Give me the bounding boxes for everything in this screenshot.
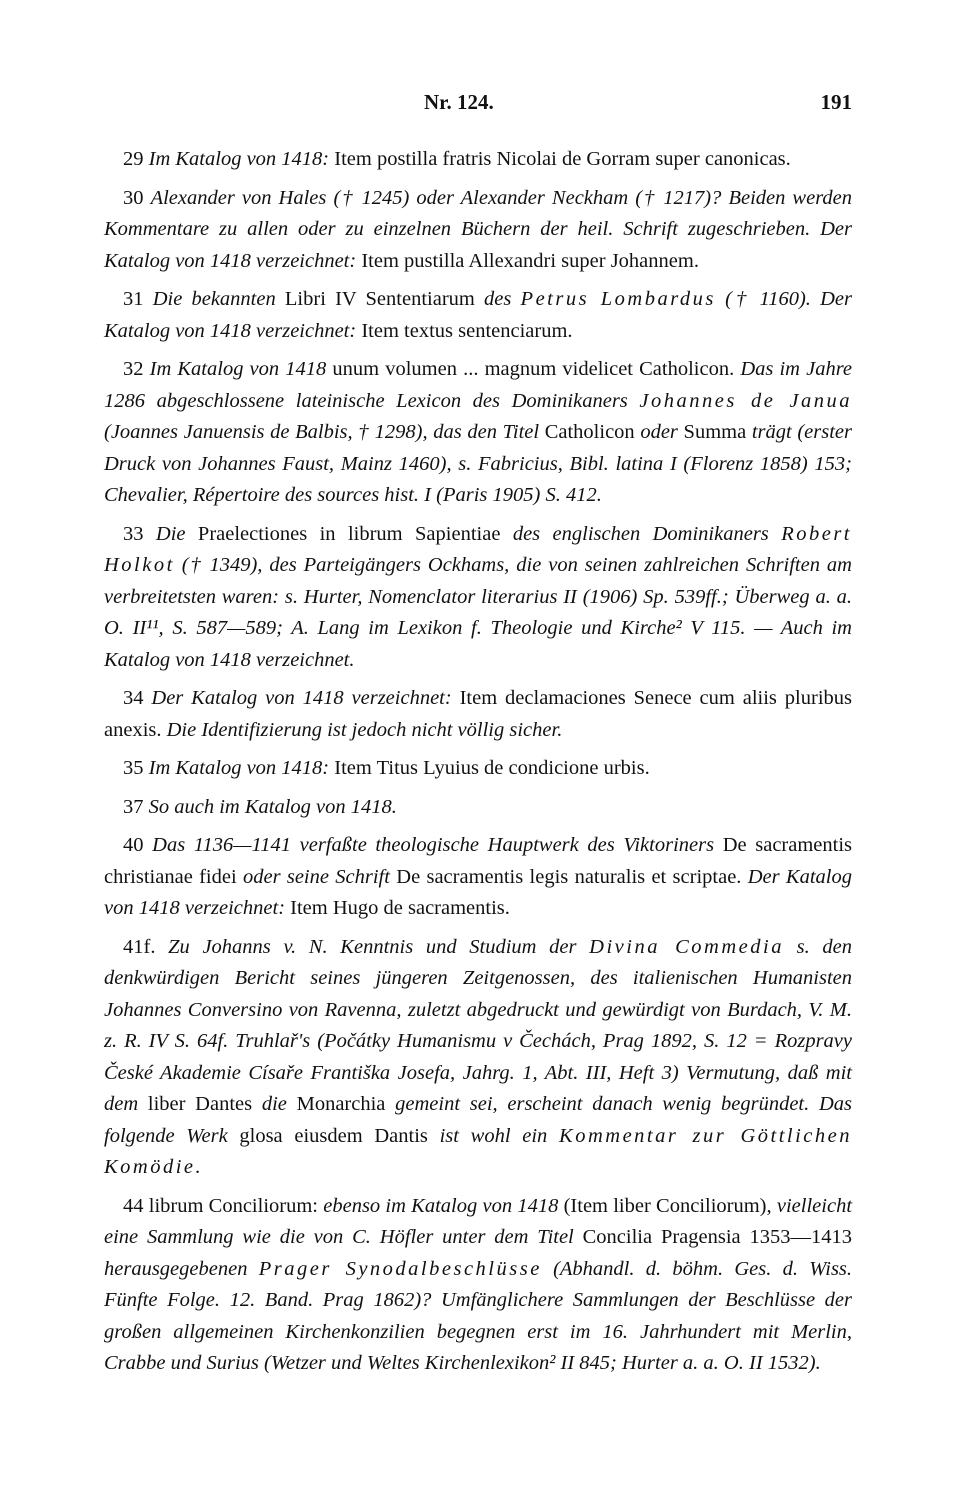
italic-text: die — [261, 1093, 287, 1115]
note-text: Libri IV Sententiarum — [275, 288, 485, 310]
note-text — [511, 288, 520, 310]
page-number: 191 — [820, 90, 852, 114]
italic-text: († 1349), des Parteigängers Ockhams, die von seinen zahlreichen Schriften am verbreitetsten waren: s. Hurter, Nomenclator literarius II (1906) Sp. 539ff.; Überweg a. a. O. II¹¹, S. 587—589; A. Lang im Lexikon f. Theologie und Kirche² V 115. — Auch im Katalog von 1418 verzeichnet. — [104, 554, 852, 671]
document-number: Nr. 124. — [424, 90, 494, 114]
italic-text: vielleicht eine Sammlung wie die von C. Höfler unter dem Titel — [104, 1194, 853, 1248]
note-text: (Item liber Conciliorum), — [558, 1194, 777, 1217]
spaced-name: Robert Holkot — [104, 522, 852, 576]
italic-text: Im Katalog von 1418: — [148, 148, 330, 170]
note-text: Item declamaciones Senece cum aliis pluribus anexis. — [104, 687, 852, 741]
italic-text: Der Katalog von 1418 verzeichnet: — [151, 687, 452, 709]
note-paragraph — [104, 932, 852, 1184]
italic-text: oder seine Schrift — [242, 865, 390, 888]
note-number: 37 — [123, 795, 144, 818]
note-text: Praelectiones in librum Sapientiae — [185, 522, 513, 545]
italic-text: herausgegebenen — [104, 1257, 248, 1280]
italic-text: Der Katalog von 1418 verzeichnet: — [104, 865, 852, 919]
note-number: 34 — [123, 687, 144, 709]
note-text — [547, 1125, 559, 1147]
italic-text: oder — [640, 421, 678, 443]
spaced-name: Johannes de Janua — [639, 389, 853, 412]
note-number: 35 — [123, 757, 144, 779]
note-number: 32 — [123, 358, 144, 380]
spaced-name: Prager Synodalbeschlüsse — [258, 1257, 542, 1280]
note-text: De sacramentis christianae fidei — [104, 834, 853, 888]
note-number: 44 — [123, 1194, 144, 1217]
italic-text: Das im Jahre 1286 abgeschlossene lateinische Lexicon des Dominikaners — [104, 358, 853, 412]
note-paragraph — [104, 683, 852, 746]
notes-body — [104, 144, 852, 1387]
italic-text: Zu Johanns v. N. Kenntnis und Studium der — [168, 935, 577, 958]
italic-text: ebenso im Katalog von 1418 — [323, 1194, 559, 1217]
italic-text: des englischen Dominikaners — [512, 522, 769, 545]
note-paragraph — [104, 1191, 852, 1380]
italic-text: Im Katalog von 1418 — [149, 358, 327, 380]
note-paragraph — [104, 144, 852, 176]
spaced-name: Petrus Lombardus — [520, 288, 716, 310]
note-text: Item Hugo de sacramentis. — [285, 897, 510, 919]
note-paragraph — [104, 830, 852, 925]
note-number: 29 — [123, 148, 144, 170]
note-text: Item postilla fratris Nicolai de Gorram super canonicas. — [329, 148, 791, 170]
note-paragraph — [104, 354, 852, 512]
note-number: 33 — [123, 522, 144, 545]
note-number: 30 — [123, 186, 144, 209]
note-text: glosa eiusdem Dantis — [227, 1124, 440, 1147]
italic-text: Im Katalog von 1418: — [148, 757, 330, 779]
italic-text: gemeint sei, erscheint danach wenig begründet. Das folgende Werk — [104, 1093, 853, 1147]
note-text — [769, 523, 781, 545]
italic-text: (Abhandl. d. böhm. Ges. d. Wiss. Fünfte Folge. 12. Band. Prag 1862)? Umfänglichere Sammlungen der Beschlüsse der großen allgemeinen Kirchenkonzilien begegnen erst im 16. Jahrhundert mit Merlin, Crabbe und Surius (Wetzer und Weltes Kirchenlexikon² II 845; Hurter a. a. O. II 1532). — [104, 1257, 853, 1374]
note-text: Monarchia — [286, 1093, 396, 1115]
note-number: 31 — [123, 288, 144, 310]
italic-text: trägt (erster Druck von Johannes Faust, Mainz 1460), s. Fabricius, Bibl. latina I (Florenz 1858) 153; Chevalier, Répertoire des sources hist. I (Paris 1905) S. 412. — [104, 421, 852, 506]
note-number: 40 — [123, 834, 144, 856]
note-text: Concilia Pragensia 1353—1413 — [573, 1226, 853, 1248]
note-text: De sacramentis legis naturalis et scriptae. — [389, 865, 748, 888]
note-text: liber Dantes — [138, 1093, 262, 1115]
note-paragraph — [104, 284, 852, 347]
note-text — [247, 1258, 258, 1280]
note-paragraph — [104, 519, 852, 677]
italic-text: ist wohl ein — [439, 1124, 548, 1147]
italic-text: Das 1136—1141 verfaßte theologische Hauptwerk des Viktoriners — [152, 834, 715, 856]
page-header — [104, 90, 852, 120]
italic-text: s. den denkwürdigen Bericht seines jüngeren Zeitgenossen, des italienischen Humanisten Johannes Conversino von Ravenna, zuletzt abgedruckt und gewürdigt von Burdach, V. M. z. R. IV S. 64f. Truhlař's (Počátky Humanismu v Čechách, Prag 1892, S. 12 = Rozpravy České Akademie Císaře Františka Josefa, Jahrg. 1, Abt. III, Heft 3) Vermutung, daß mit dem — [104, 935, 852, 1115]
spaced-name: Divina Commedia — [589, 935, 784, 958]
note-text: librum Conciliorum: — [148, 1194, 324, 1217]
italic-text: So auch im Katalog von 1418. — [148, 795, 397, 818]
note-text: Item pustilla Allexandri super Johannem. — [356, 249, 699, 272]
note-paragraph — [104, 792, 852, 824]
italic-text: Alexander von Hales († 1245) oder Alexander Neckham († 1217)? Beiden werden Kommentare zu allen oder zu einzelnen Büchern der heil. Schrift zugeschrieben. Der Katalog von 1418 verzeichnet: — [104, 186, 853, 272]
note-text — [576, 936, 589, 958]
spaced-name: Kommentar zur Göttlichen Komödie. — [104, 1124, 852, 1178]
note-text — [628, 390, 640, 412]
note-text: Summa — [677, 421, 752, 443]
note-paragraph — [104, 183, 852, 278]
italic-text: (Joannes Januensis de Balbis, † 1298), das den Titel — [104, 421, 540, 443]
italic-text: († 1160). Der Katalog von 1418 verzeichnet: — [104, 288, 852, 342]
note-text: Item textus sentenciarum. — [356, 319, 573, 342]
italic-text: Die Identifizierung ist jedoch nicht völlig sicher. — [166, 718, 563, 741]
note-text: Catholicon — [539, 421, 641, 443]
note-number: 41f. — [123, 935, 156, 958]
note-text: Item Titus Lyuius de condicione urbis. — [329, 757, 650, 779]
italic-text: des — [484, 288, 512, 310]
note-paragraph — [104, 753, 852, 785]
note-text: unum volumen ... magnum videlicet Catholicon. — [326, 358, 741, 380]
italic-text: Die bekannten — [152, 288, 276, 310]
italic-text: Die — [155, 522, 186, 545]
